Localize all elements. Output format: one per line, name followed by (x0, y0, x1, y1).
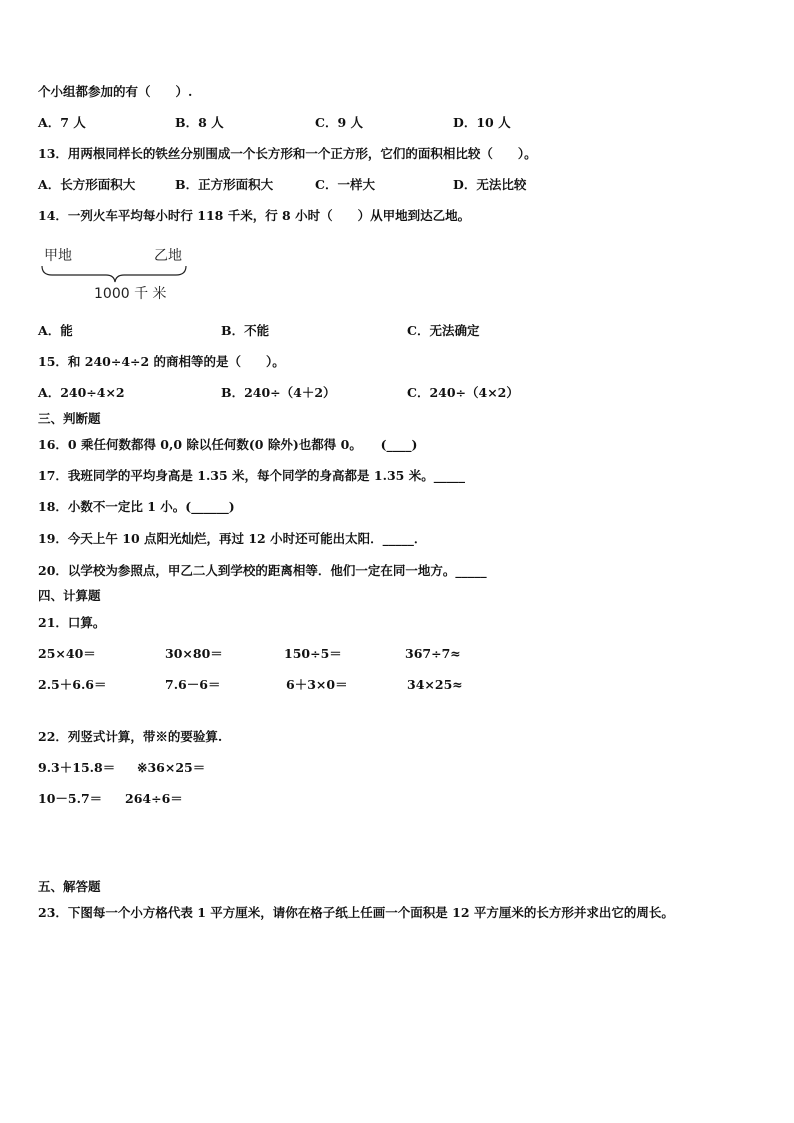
question-19: 19．今天上午 10 点阳光灿烂，再过 12 小时还可能出太阳．_____． (38, 531, 427, 546)
vertical-calc-item: ※36×25＝ (137, 760, 206, 775)
calc-item: 34×25≈ (407, 677, 463, 692)
option-d: D．10 人 (453, 115, 511, 130)
calc-item: 7.6－6＝ (165, 677, 221, 692)
question-17: 17．我班同学的平均身高是 1.35 米，每个同学的身高都是 1.35 米。_____ (38, 468, 465, 483)
calc-item: 30×80＝ (165, 646, 223, 661)
question-21: 21．口算。 (38, 615, 106, 630)
distance-diagram (38, 246, 198, 306)
question-18: 18．小数不一定比 1 小。(______) (38, 499, 235, 514)
q13-option-c: C．一样大 (315, 177, 375, 192)
q15-option-a: A．240÷4×2 (38, 385, 125, 400)
q14-option-a: A．能 (38, 323, 73, 338)
question-13: 13．用两根同样长的铁丝分别围成一个长方形和一个正方形，它们的面积相比较（ ）。 (38, 146, 537, 161)
q14-option-b: B．不能 (221, 323, 270, 338)
vertical-calc-item: 264÷6＝ (125, 791, 183, 806)
question-22: 22．列竖式计算，带※的要验算. (38, 729, 223, 744)
q13-option-d: D．无法比较 (453, 177, 527, 192)
question-23: 23．下图每一个小方格代表 1 平方厘米，请你在格子纸上任画一个面积是 12 平方厘米的长方形并求出它的周长。 (38, 905, 674, 920)
q13-option-b: B．正方形面积大 (175, 177, 274, 192)
calc-item: 6＋3×0＝ (286, 677, 348, 692)
question-14: 14．一列火车平均每小时行 118 千米，行 8 小时（ ）从甲地到达乙地。 (38, 208, 471, 223)
section-3-heading: 三、判断题 (38, 411, 101, 426)
diagram-left-label: 甲地 (44, 248, 72, 264)
q14-option-c: C．无法确定 (407, 323, 480, 338)
section-4-heading: 四、计算题 (38, 588, 101, 603)
option-a: A．7 人 (38, 115, 86, 130)
brace-icon (38, 264, 198, 286)
option-c: C．9 人 (315, 115, 363, 130)
diagram-right-label: 乙地 (154, 248, 182, 264)
calc-item: 25×40＝ (38, 646, 96, 661)
vertical-calc-item: 9.3＋15.8＝ (38, 760, 116, 775)
vertical-calc-item: 10－5.7＝ (38, 791, 103, 806)
option-b: B．8 人 (175, 115, 224, 130)
question-12-continuation: 个小组都参加的有（ ）. (38, 84, 193, 99)
question-20: 20．以学校为参照点，甲乙二人到学校的距离相等．他们一定在同一地方。_____ (38, 563, 487, 578)
calc-item: 2.5＋6.6＝ (38, 677, 107, 692)
calc-item: 367÷7≈ (405, 646, 461, 661)
diagram-distance-label: 1000 千 米 (94, 286, 167, 302)
question-16: 16．0 乘任何数都得 0,0 除以任何数(0 除外)也都得 0。 (____) (38, 437, 418, 452)
q15-option-c: C．240÷（4×2） (407, 385, 519, 400)
section-5-heading: 五、解答题 (38, 879, 101, 894)
q15-option-b: B．240÷（4＋2） (221, 385, 336, 400)
question-15: 15．和 240÷4÷2 的商相等的是（ ）。 (38, 354, 285, 369)
calc-item: 150÷5＝ (284, 646, 342, 661)
q13-option-a: A．长方形面积大 (38, 177, 136, 192)
